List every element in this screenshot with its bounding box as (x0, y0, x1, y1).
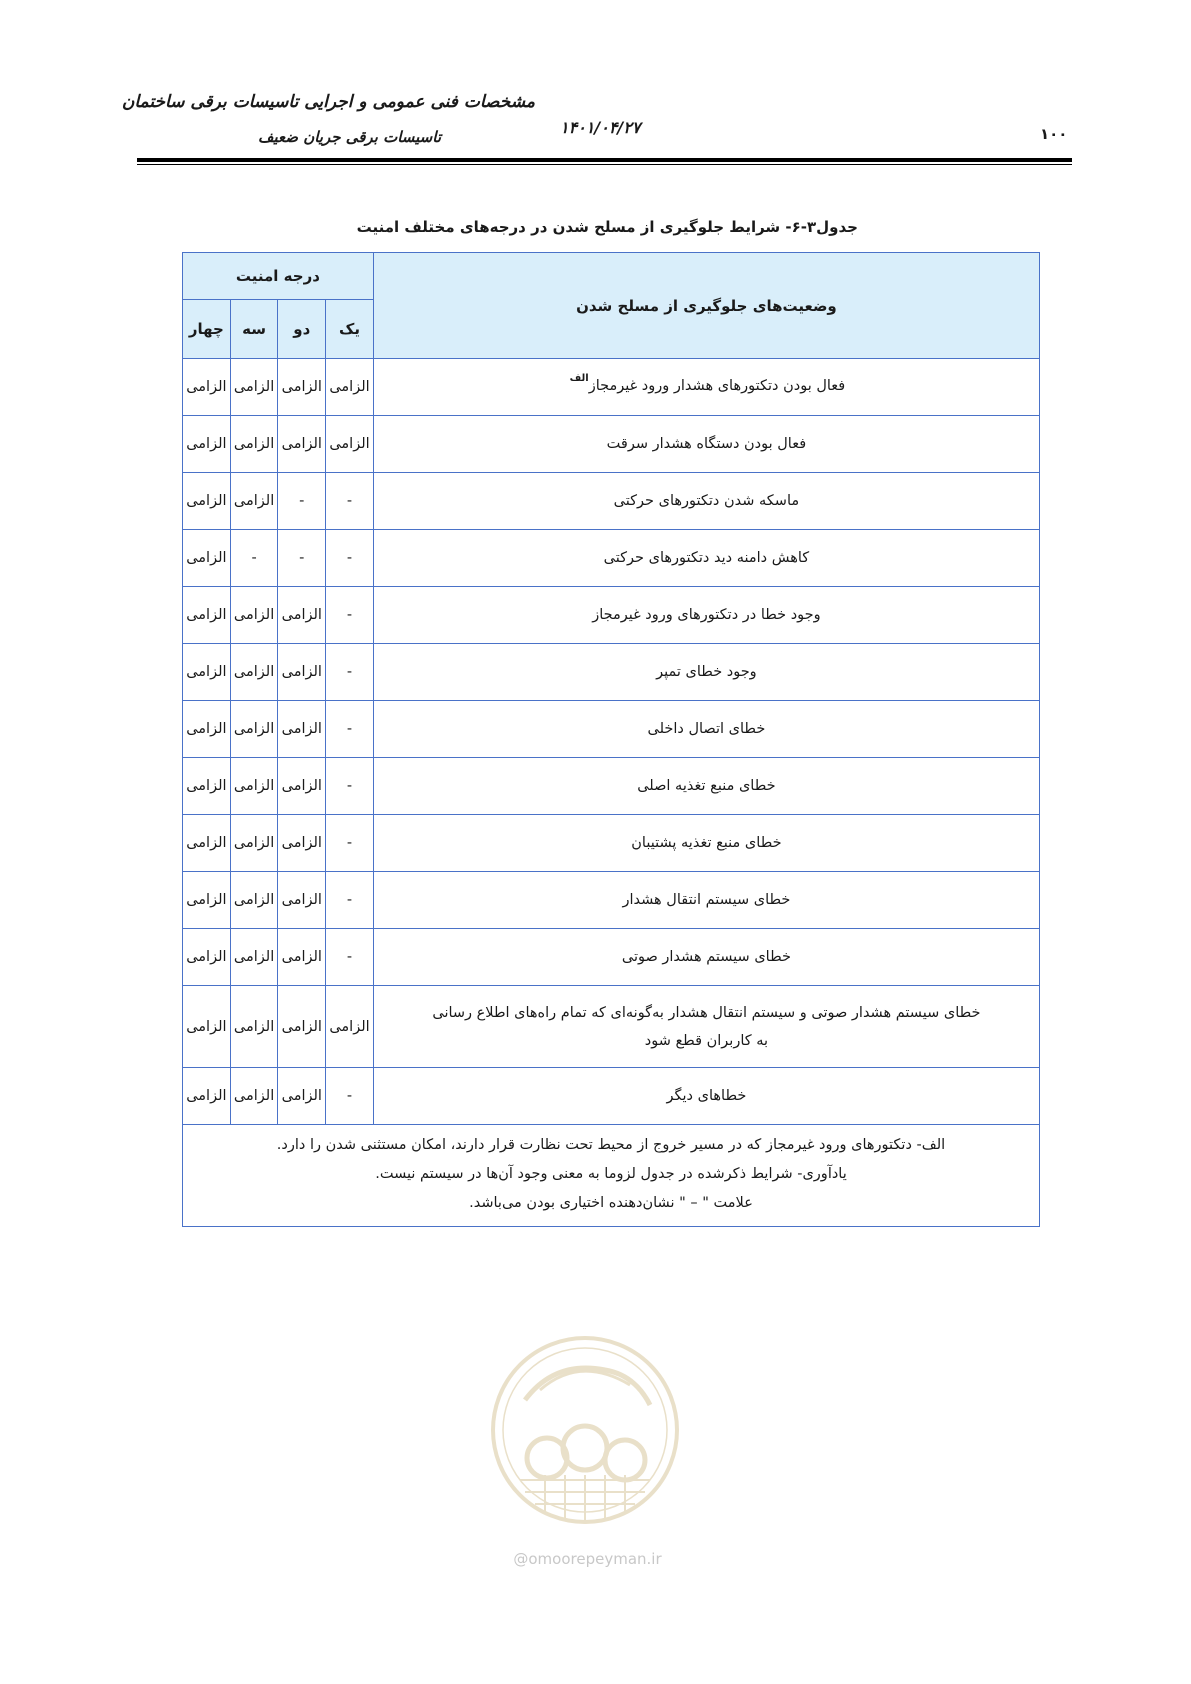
note-reminder: یادآوری- شرایط ذکرشده در جدول لزوما به معنی وجود آن‌ها در سیستم نیست. (375, 1166, 847, 1182)
grade-cell: الزامی (278, 815, 326, 872)
header-security-grade: درجه امنیت (183, 253, 374, 300)
grade-cell: الزامی (183, 872, 231, 929)
document-title: مشخصات فنی عمومی و اجرایی تاسیسات برقی ساختمان (121, 92, 535, 112)
table-row (183, 701, 1040, 758)
grade-cell: الزامی (183, 758, 231, 815)
grade-cell: - (326, 644, 374, 701)
grade-cell: الزامی (183, 986, 231, 1068)
grade-cell: الزامی (230, 473, 278, 530)
grade-cell: الزامی (326, 416, 374, 473)
grade-cell: الزامی (230, 815, 278, 872)
header-grade-2: دو (278, 300, 326, 359)
condition-cell: خطاهای دیگر (373, 1068, 1039, 1125)
grade-cell: الزامی (230, 644, 278, 701)
condition-cell: وجود خطای تمپر (373, 644, 1039, 701)
grade-cell: الزامی (278, 416, 326, 473)
table-row (183, 929, 1040, 986)
grade-cell: الزامی (183, 416, 231, 473)
grade-cell: - (326, 815, 374, 872)
grade-cell: الزامی (278, 701, 326, 758)
grade-cell: الزامی (230, 1068, 278, 1125)
page-number: ۱۰۰ (1040, 125, 1068, 143)
table-row (183, 758, 1040, 815)
grade-cell: - (278, 530, 326, 587)
grade-cell: الزامی (230, 359, 278, 416)
grade-cell: الزامی (183, 815, 231, 872)
grade-cell: - (326, 587, 374, 644)
table-row (183, 416, 1040, 473)
condition-cell: خطای اتصال داخلی (373, 701, 1039, 758)
header-divider-thin (137, 164, 1072, 165)
table-row (183, 473, 1040, 530)
header-grade-3: سه (230, 300, 278, 359)
grade-cell: الزامی (183, 644, 231, 701)
table-row (183, 815, 1040, 872)
condition-cell: خطای سیستم هشدار صوتی (373, 929, 1039, 986)
header-divider (137, 158, 1072, 162)
condition-line: به کاربران قطع شود (644, 1032, 769, 1049)
grade-cell: الزامی (326, 359, 374, 416)
watermark-url: @omoorepeyman.ir (513, 1550, 662, 1568)
grade-cell: - (326, 701, 374, 758)
grade-cell: - (278, 473, 326, 530)
footnote-mark: الف (569, 373, 589, 384)
grade-cell: الزامی (183, 587, 231, 644)
grade-cell: الزامی (230, 929, 278, 986)
document-subtitle: تاسیسات برقی جریان ضعیف (257, 128, 441, 146)
table-notes (183, 1125, 1040, 1227)
table-row (183, 1068, 1040, 1125)
grade-cell: - (326, 1068, 374, 1125)
grade-cell: - (326, 929, 374, 986)
header-condition: وضعیت‌های جلوگیری از مسلح شدن (373, 253, 1039, 359)
grade-cell: الزامی (278, 359, 326, 416)
condition-line: خطای سیستم هشدار صوتی و سیستم انتقال هشدار به‌گونه‌ای که تمام راه‌های اطلاع رسانی (432, 1004, 981, 1021)
grade-cell: الزامی (278, 587, 326, 644)
grade-cell: - (326, 872, 374, 929)
grade-cell: الزامی (278, 986, 326, 1068)
grade-cell: الزامی (183, 359, 231, 416)
condition-cell: ماسکه شدن دتکتورهای حرکتی (373, 473, 1039, 530)
table-row (183, 359, 1040, 416)
grade-cell: - (326, 758, 374, 815)
header-grade-1: یک (326, 300, 374, 359)
grade-cell: الزامی (183, 1068, 231, 1125)
table-row (183, 872, 1040, 929)
condition-cell: خطای منبع تغذیه اصلی (373, 758, 1039, 815)
grade-cell: الزامی (183, 473, 231, 530)
note-footnote: الف- دتکتورهای ورود غیرمجاز که در مسیر خروج از محیط تحت نظارت قرار دارند، امکان مستثنی شدن را دارد. (276, 1137, 946, 1153)
note-legend: علامت " – " نشان‌دهنده اختیاری بودن می‌باشد. (469, 1195, 753, 1211)
table-row (183, 986, 1040, 1068)
grade-cell: الزامی (230, 701, 278, 758)
grade-cell: - (230, 530, 278, 587)
arming-conditions-table (182, 252, 1040, 1227)
condition-cell (373, 986, 1039, 1068)
grade-cell: الزامی (183, 929, 231, 986)
table-notes-row (183, 1125, 1040, 1227)
grade-cell: الزامی (230, 587, 278, 644)
grade-cell: الزامی (230, 416, 278, 473)
grade-cell: - (326, 530, 374, 587)
table-row (183, 530, 1040, 587)
grade-cell: الزامی (278, 644, 326, 701)
condition-cell: خطای سیستم انتقال هشدار (373, 872, 1039, 929)
grade-cell: الزامی (230, 758, 278, 815)
grade-cell: الزامی (183, 530, 231, 587)
header-grade-4: چهار (183, 300, 231, 359)
table-caption: جدول۳-۶- شرایط جلوگیری از مسلح شدن در درجه‌های مختلف امنیت (356, 218, 858, 236)
grade-cell: الزامی (278, 758, 326, 815)
watermark-seal-icon (485, 1330, 685, 1530)
condition-cell: خطای منبع تغذیه پشتیبان (373, 815, 1039, 872)
grade-cell: الزامی (183, 701, 231, 758)
grade-cell: الزامی (278, 929, 326, 986)
table-row (183, 644, 1040, 701)
grade-cell: الزامی (230, 986, 278, 1068)
condition-cell: فعال بودن دتکتورهای هشدار ورود غیرمجاز$^{الف}$ (373, 359, 1039, 416)
condition-cell: کاهش دامنه دید دتکتورهای حرکتی (373, 530, 1039, 587)
grade-cell: الزامی (278, 1068, 326, 1125)
condition-cell: وجود خطا در دتکتورهای ورود غیرمجاز (373, 587, 1039, 644)
document-date: ۱۴۰۱/۰۴/۲۷ (560, 118, 641, 137)
table-row (183, 587, 1040, 644)
grade-cell: الزامی (326, 986, 374, 1068)
grade-cell: الزامی (278, 872, 326, 929)
grade-cell: - (326, 473, 374, 530)
grade-cell: الزامی (230, 872, 278, 929)
condition-cell: فعال بودن دستگاه هشدار سرقت (373, 416, 1039, 473)
